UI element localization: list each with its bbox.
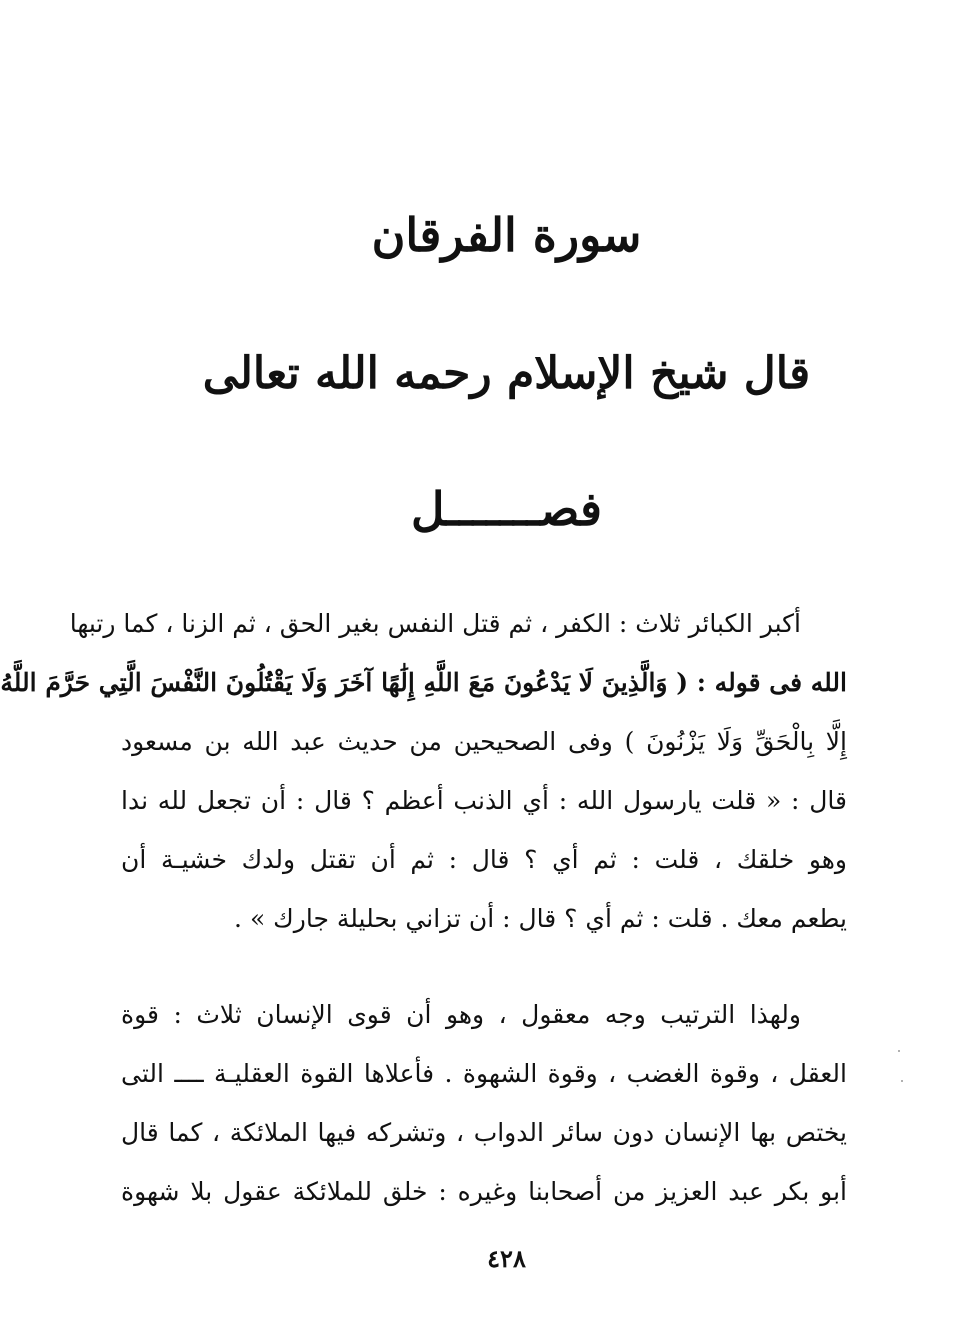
paragraph-line: قال : « قلت يارسول الله : أي الذنب أعظم ؟ قال : أن تجعل لله ندا — [121, 786, 847, 815]
scan-speck — [901, 1080, 903, 1082]
paragraph-line: العقل ، وقوة الغضب ، وقوة الشهوة . فأعلاها القوة العقليـة ــــ التى — [121, 1059, 847, 1088]
page-number: ٤٢٨ — [487, 1244, 526, 1273]
paragraph-1 — [0, 594, 847, 948]
subtitle: قال شيخ الإسلام رحمه الله تعالى — [202, 348, 811, 399]
paragraph-line: ولهذا الترتيب وجه معقول ، وهو أن قوى الإنسان ثلاث : قوة — [121, 1000, 801, 1029]
paragraph-line: وهو خلقك ، قلت : ثم أي ؟ قال : ثم أن تقتل ولدك خشيـة أن — [121, 845, 847, 874]
scan-speck — [898, 1050, 900, 1052]
section-heading: فصـــــــل — [410, 482, 603, 536]
paragraph-line: يطعم معك . قلت : ثم أي ؟ قال : أن تزاني بحليلة جارك » . — [234, 904, 847, 933]
paragraph-line: أكبر الكبائر ثلاث : الكفر ، ثم قتل النفس بغير الحق ، ثم الزنا ، كما رتبها — [69, 609, 801, 638]
quran-verse-line: الله فى قوله : ( وَالَّذِينَ لَا يَدْعُونَ مَعَ اللَّهِ إِلَٰهًا آخَرَ وَلَا يَقْتُلُونَ النَّفْسَ الَّتِي حَرَّمَ اللَّهُ — [0, 668, 847, 697]
paragraph-line: يختص بها الإنسان دون سائر الدواب ، وتشركه فيها الملائكة ، كما قال — [121, 1118, 847, 1147]
paragraph-2 — [121, 985, 847, 1221]
paragraph-line: إِلَّا بِالْحَقِّ وَلَا يَزْنُونَ ) وفى الصحيحين من حديث عبد الله بن مسعود — [121, 727, 847, 756]
surah-title: سورة الفرقان — [371, 208, 642, 262]
paragraph-line: أبو بكر عبد العزيز من أصحابنا وغيره : خلق للملائكة عقول بلا شهوة — [121, 1177, 847, 1206]
